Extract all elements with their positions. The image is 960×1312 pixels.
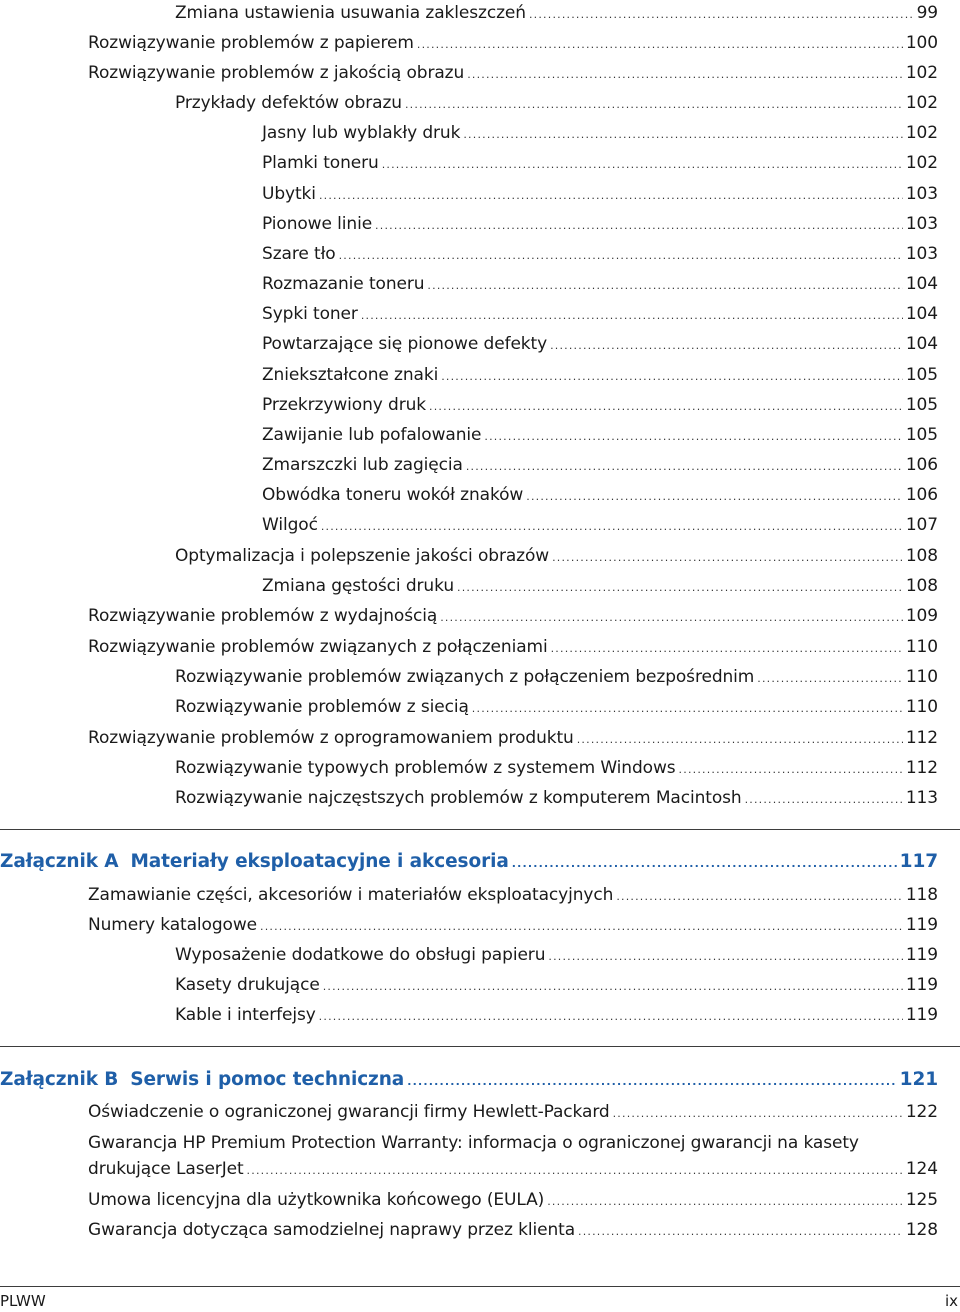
footer-left: PLWW <box>0 1292 46 1310</box>
toc-entry[interactable] <box>262 394 938 418</box>
section-divider <box>0 1046 960 1047</box>
toc-entry-page: 105 <box>905 395 938 415</box>
toc-entry-title: Kasety drukujące <box>175 975 320 995</box>
dot-leader <box>679 759 903 781</box>
toc-entry-title: Rozwiązywanie najczęstszych problemów z komputerem Macintosh <box>175 788 742 808</box>
toc-entry-title: Rozwiązywanie problemów związanych z połączeniami <box>88 637 548 657</box>
toc-entry-page: 103 <box>905 244 938 264</box>
toc-entry-page: 109 <box>905 606 938 626</box>
dot-leader <box>382 154 903 176</box>
dot-leader <box>463 124 902 146</box>
appendix-b-heading[interactable] <box>0 1068 938 1094</box>
dot-leader <box>552 547 903 569</box>
dot-leader <box>429 396 903 418</box>
toc-entry-title: Obwódka toneru wokół znaków <box>262 485 524 505</box>
dot-leader <box>247 1160 903 1182</box>
toc-entry[interactable] <box>262 333 938 357</box>
toc-entry-page: 107 <box>905 515 938 535</box>
toc-entry-page: 102 <box>905 153 938 173</box>
toc-entry-page: 106 <box>905 455 938 475</box>
footer-divider <box>0 1286 960 1287</box>
appendix-title: Materiały eksploatacyjne i akcesoria <box>130 851 509 872</box>
toc-entry-title: Rozwiązywanie problemów z wydajnością <box>88 606 438 626</box>
dot-leader <box>529 4 914 26</box>
dot-leader <box>613 1103 903 1125</box>
toc-entry-title: Gwarancja dotycząca samodzielnej naprawy przez klienta <box>88 1220 576 1240</box>
toc-entry[interactable] <box>175 787 938 811</box>
toc-entry-title-line1: Gwarancja HP Premium Protection Warranty: informacja o ograniczonej gwarancji na kasety <box>88 1133 859 1153</box>
toc-entry[interactable] <box>175 545 938 569</box>
toc-entry[interactable] <box>262 484 938 508</box>
toc-entry-page: 105 <box>905 425 938 445</box>
toc-entry-page: 110 <box>905 697 938 717</box>
appendix-label: Załącznik A <box>0 851 119 872</box>
dot-leader <box>466 456 903 478</box>
toc-entry[interactable] <box>175 2 938 26</box>
dot-leader <box>361 305 903 327</box>
toc-entry-page: 105 <box>905 365 938 385</box>
toc-entry[interactable] <box>88 1219 938 1243</box>
toc-entry-page: 112 <box>905 728 938 748</box>
toc-entry-title: Wilgoć <box>262 515 318 535</box>
dot-leader <box>375 215 903 237</box>
toc-entry[interactable] <box>88 884 938 908</box>
toc-entry[interactable] <box>262 454 938 478</box>
toc-entry-title: Optymalizacja i polepszenie jakości obrazów <box>175 546 550 566</box>
toc-entry-title: Rozmazanie toneru <box>262 274 425 294</box>
toc-entry-title: Zmiana ustawienia usuwania zakleszczeń <box>175 3 526 23</box>
toc-entry[interactable] <box>262 424 938 448</box>
dot-leader <box>441 366 903 388</box>
page-number: ix <box>944 1292 958 1310</box>
toc-entry-page: 119 <box>905 1005 938 1025</box>
dot-leader <box>405 94 903 116</box>
appendix-page: 117 <box>899 851 938 872</box>
appendix-title: Serwis i pomoc techniczna <box>130 1069 405 1090</box>
toc-entry-title: Rozwiązywanie problemów z jakością obrazu <box>88 63 465 83</box>
toc-entry-title: Rozwiązywanie problemów z siecią <box>175 697 469 717</box>
dot-leader <box>260 916 903 938</box>
appendix-label: Załącznik B <box>0 1069 119 1090</box>
dot-leader <box>427 275 902 297</box>
toc-entry-title: Zniekształcone znaki <box>262 365 439 385</box>
toc-entry-title: Rozwiązywanie problemów z papierem <box>88 33 414 53</box>
toc-entry-title: Kable i interfejsy <box>175 1005 316 1025</box>
toc-entry-page: 102 <box>905 93 938 113</box>
toc-entry-title: Jasny lub wyblakły druk <box>262 123 461 143</box>
toc-entry[interactable] <box>262 514 938 538</box>
toc-entry[interactable] <box>88 1132 938 1182</box>
toc-entry[interactable] <box>88 32 938 56</box>
toc-entry[interactable] <box>262 273 938 297</box>
toc-entry-page: 99 <box>916 3 938 23</box>
toc-entry-title: Przykłady defektów obrazu <box>175 93 402 113</box>
toc-entry[interactable] <box>88 62 938 86</box>
toc-entry-title: Rozwiązywanie problemów z oprogramowaniem produktu <box>88 728 574 748</box>
toc-entry-title: Umowa licencyjna dla użytkownika końcowego (EULA) <box>88 1190 545 1210</box>
dot-leader <box>323 976 903 998</box>
dot-leader <box>526 486 903 508</box>
dot-leader <box>757 668 903 690</box>
toc-entry-title: Zamawianie części, akcesoriów i materiałów eksploatacyjnych <box>88 885 614 905</box>
toc-entry-page: 108 <box>905 576 938 596</box>
toc-entry-page: 104 <box>905 334 938 354</box>
section-divider <box>0 829 960 830</box>
dot-leader <box>472 698 903 720</box>
toc-entry[interactable] <box>88 1101 938 1125</box>
toc-entry[interactable] <box>175 666 938 690</box>
toc-entry-page: 124 <box>905 1159 938 1179</box>
toc-entry-page: 110 <box>905 637 938 657</box>
toc-entry-page: 125 <box>905 1190 938 1210</box>
toc-entry-page: 122 <box>905 1102 938 1122</box>
toc-entry-page: 110 <box>905 667 938 687</box>
toc-entry[interactable] <box>175 757 938 781</box>
dot-leader <box>457 577 903 599</box>
toc-entry[interactable] <box>262 303 938 327</box>
toc-entry-title: Rozwiązywanie problemów związanych z połączeniem bezpośrednim <box>175 667 755 687</box>
toc-entry-title: Ubytki <box>262 184 316 204</box>
toc-entry[interactable] <box>88 605 938 629</box>
toc-entry[interactable] <box>262 122 938 146</box>
toc-entry[interactable] <box>88 636 938 660</box>
toc-entry-page: 128 <box>905 1220 938 1240</box>
toc-entry[interactable] <box>175 974 938 998</box>
toc-entry[interactable] <box>262 364 938 388</box>
toc-entry[interactable] <box>262 213 938 237</box>
toc-entry-page: 119 <box>905 945 938 965</box>
toc-entry-page: 102 <box>905 63 938 83</box>
toc-entry-title: Pionowe linie <box>262 214 373 234</box>
appendix-page: 121 <box>899 1069 938 1090</box>
toc-entry-title: Przekrzywiony druk <box>262 395 427 415</box>
toc-entry-page: 112 <box>905 758 938 778</box>
toc-entry-page: 119 <box>905 975 938 995</box>
toc-entry-page: 119 <box>905 915 938 935</box>
toc-entry-title: Numery katalogowe <box>88 915 257 935</box>
toc-entry-title: Rozwiązywanie typowych problemów z systemem Windows <box>175 758 676 778</box>
dot-leader <box>467 64 903 86</box>
toc-entry[interactable] <box>175 944 938 968</box>
toc-entry[interactable] <box>88 727 938 751</box>
dot-leader <box>321 516 903 538</box>
toc-entry-page: 104 <box>905 304 938 324</box>
toc-entry-page: 103 <box>905 184 938 204</box>
toc-entry-title: Zmiana gęstości druku <box>262 576 454 596</box>
toc-entry-title: Plamki toneru <box>262 153 379 173</box>
dot-leader <box>417 34 903 56</box>
toc-entry-title: Zmarszczki lub zagięcia <box>262 455 463 475</box>
toc-entry-page: 100 <box>905 33 938 53</box>
toc-entry[interactable] <box>262 243 938 267</box>
dot-leader <box>578 1221 903 1243</box>
toc-entry-page: 106 <box>905 485 938 505</box>
toc-entry-page: 104 <box>905 274 938 294</box>
toc-entry[interactable] <box>88 914 938 938</box>
toc-entry[interactable] <box>262 152 938 176</box>
dot-leader <box>616 886 903 908</box>
toc-entry-title: Sypki toner <box>262 304 358 324</box>
toc-entry-page: 102 <box>905 123 938 143</box>
toc-entry-page: 108 <box>905 546 938 566</box>
toc-entry[interactable] <box>88 1189 938 1213</box>
toc-entry-title: Powtarzające się pionowe defekty <box>262 334 548 354</box>
toc-entry-title-line2: drukujące LaserJet <box>88 1159 244 1179</box>
dot-leader <box>319 185 903 207</box>
dot-leader <box>484 426 902 448</box>
dot-leader <box>551 638 903 660</box>
dot-leader <box>319 1006 903 1028</box>
dot-leader <box>407 1070 896 1094</box>
dot-leader <box>550 335 903 357</box>
dot-leader <box>547 1191 903 1213</box>
toc-entry-title: Wyposażenie dodatkowe do obsługi papieru <box>175 945 546 965</box>
dot-leader <box>339 245 903 267</box>
toc-entry-title: Oświadczenie o ograniczonej gwarancji firmy Hewlett-Packard <box>88 1102 610 1122</box>
dot-leader <box>548 946 902 968</box>
toc-entry[interactable] <box>262 575 938 599</box>
toc-entry[interactable] <box>262 183 938 207</box>
toc-entry[interactable] <box>175 92 938 116</box>
dot-leader <box>512 852 897 876</box>
toc-entry-page: 118 <box>905 885 938 905</box>
toc-entry-page: 113 <box>905 788 938 808</box>
appendix-a-heading[interactable] <box>0 850 938 876</box>
dot-leader <box>440 607 903 629</box>
toc-entry-page: 103 <box>905 214 938 234</box>
dot-leader <box>577 729 903 751</box>
toc-entry[interactable] <box>175 1004 938 1028</box>
toc-entry-title: Szare tło <box>262 244 336 264</box>
toc-entry-title: Zawijanie lub pofalowanie <box>262 425 482 445</box>
dot-leader <box>745 789 903 811</box>
toc-entry[interactable] <box>175 696 938 720</box>
